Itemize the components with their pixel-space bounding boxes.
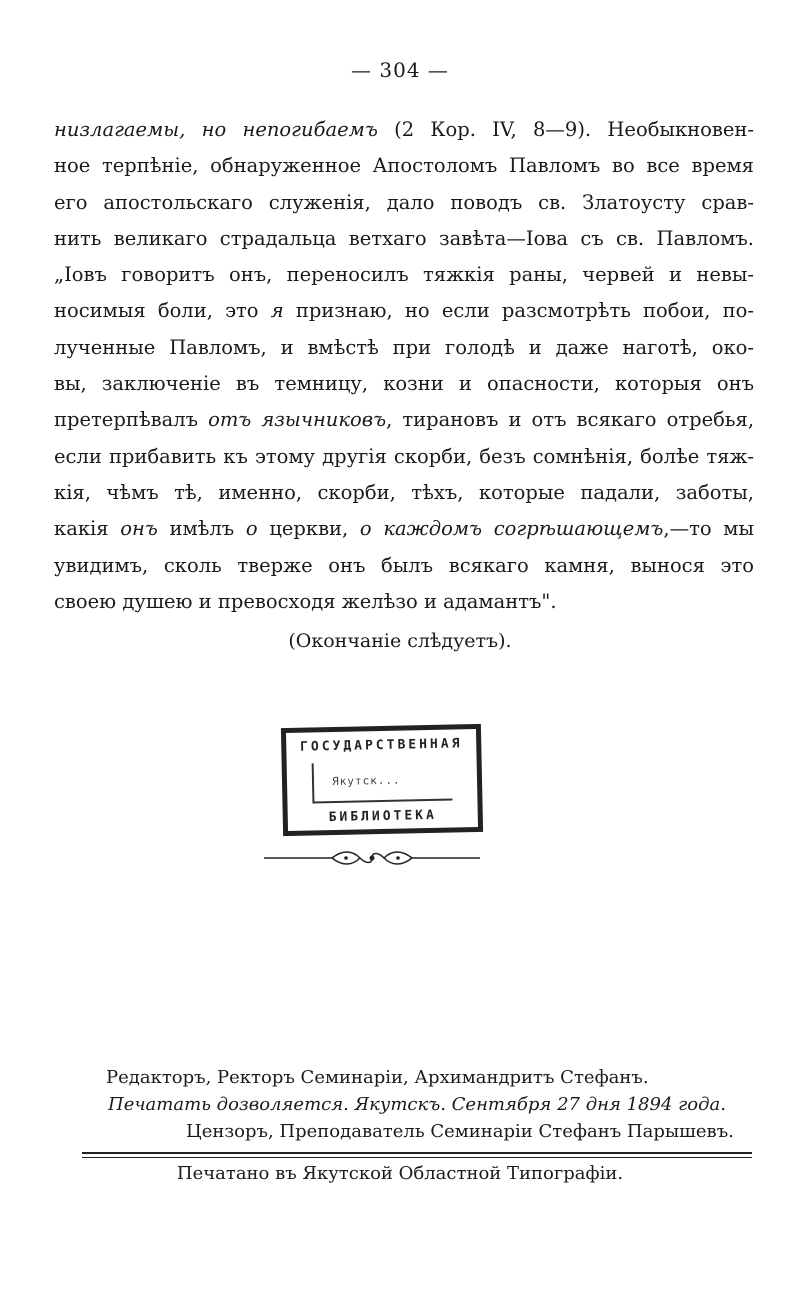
text-run: если прибавить къ этому другія скорби, безъ сомнѣнія, болѣе тяж- <box>54 444 754 468</box>
text-line <box>54 257 754 293</box>
text-run: признаю, но если разсмотрѣть побои, по- <box>283 299 754 323</box>
text-line <box>54 112 754 148</box>
text-run: увидимъ, сколь тверже онъ былъ всякаго камня, вынося это <box>54 553 754 577</box>
library-stamp <box>281 724 483 836</box>
text-run: я <box>270 299 284 323</box>
text-line <box>54 185 754 221</box>
body-text <box>54 112 754 620</box>
text-line <box>54 221 754 257</box>
text-run: (2 Кор. IV, 8—9). Необыкновен- <box>377 118 754 141</box>
text-run: о каждомъ согрѣшающемъ <box>359 517 664 541</box>
text-run: , тирановъ и отъ всякаго отребья, <box>386 408 754 432</box>
text-line <box>54 475 754 511</box>
text-run: кія, чѣмъ тѣ, именно, скорби, тѣхъ, которые падали, заботы, <box>54 480 754 504</box>
text-run: нить великаго страдальца ветхаго завѣта—Іова съ св. Павломъ. <box>54 226 754 250</box>
continuation-note: (Окончаніе слѣдуетъ). <box>288 630 512 652</box>
text-line <box>54 293 754 329</box>
text-run: лученные Павломъ, и вмѣстѣ при голодѣ и даже наготѣ, око- <box>54 335 754 359</box>
text-run: ное терпѣніе, обнаруженное Апостоломъ Павломъ во все время <box>54 154 754 178</box>
text-line <box>54 330 754 366</box>
text-run: о <box>245 517 258 541</box>
text-line <box>54 584 754 620</box>
text-line <box>54 366 754 402</box>
text-line <box>54 402 754 438</box>
text-run: носимыя боли, это <box>54 299 271 323</box>
text-run: вы, заключеніе въ темницу, козни и опасности, которыя онъ <box>54 372 754 396</box>
stamp-middle-text: Якутск... <box>331 773 401 789</box>
ornament-divider <box>262 846 482 870</box>
text-run: претерпѣвалъ <box>54 408 209 432</box>
text-run: своею душею и превосходя желѣзо и адамантъ". <box>54 589 557 613</box>
permit-line: Печатать дозволяется. Якутскъ. Сентября 27 дня 1894 года. <box>108 1094 726 1115</box>
text-line <box>54 511 754 547</box>
text-run: церкви, <box>257 517 360 541</box>
text-line <box>54 148 754 184</box>
censor-line: Цензоръ, Преподаватель Семинаріи Стефанъ Парышевъ. <box>186 1121 734 1142</box>
editor-line: Редакторъ, Ректоръ Семинаріи, Архимандритъ Стефанъ. <box>106 1067 649 1088</box>
text-line <box>54 548 754 584</box>
footer-rule <box>82 1152 752 1154</box>
text-run: низлагаемы, но непогибаемъ <box>54 118 378 141</box>
stamp-top-text: ГОСУДАРСТВЕННАЯ <box>299 736 463 755</box>
text-run: имѣлъ <box>157 517 246 541</box>
stamp-bottom-text: БИБЛИОТЕКА <box>328 807 438 826</box>
text-run: ,—то мы <box>663 517 754 541</box>
text-run: отъ язычниковъ <box>208 408 387 432</box>
text-run: „Іовъ говоритъ онъ, переносилъ тяжкія раны, червей и невы- <box>54 263 754 287</box>
text-run: его апостольскаго служенія, дало поводъ св. Златоусту срав- <box>54 190 754 214</box>
footer-rule-thin <box>82 1157 752 1158</box>
printer-imprint: Печатано въ Якутской Областной Типографіи. <box>176 1163 624 1184</box>
page-number: — 304 — <box>351 58 449 82</box>
text-line <box>54 439 754 475</box>
text-run: какія <box>54 517 121 541</box>
text-run: онъ <box>120 517 158 541</box>
